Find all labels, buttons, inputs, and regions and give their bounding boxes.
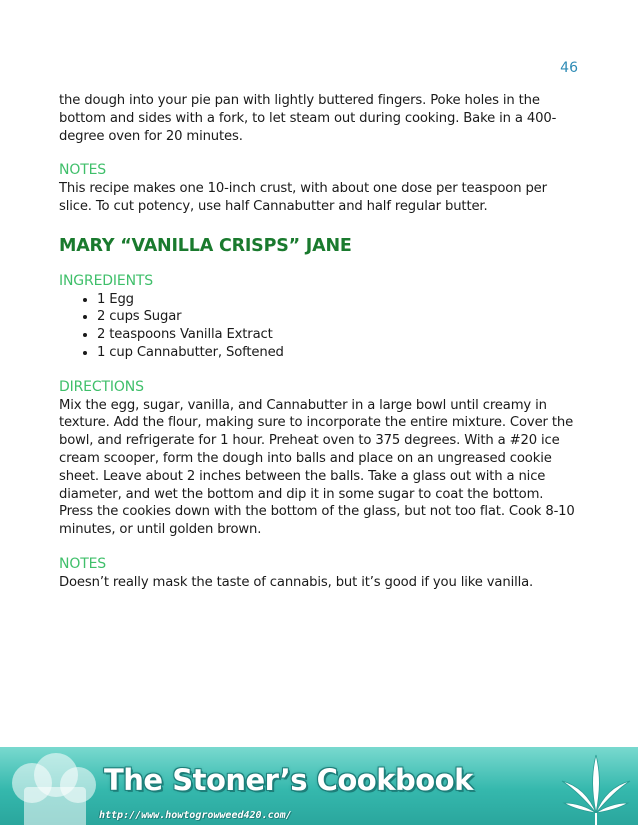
ingredients-heading: INGREDIENTS [59,272,154,289]
recipe-notes-heading: NOTES [59,555,107,572]
directions-heading: DIRECTIONS [59,378,144,395]
notes-paragraph: This recipe makes one 10-inch crust, with about one dose per teaspoon per slice. To cut potency, use half Cannabutter and half regular butter. [59,181,547,214]
directions-paragraph: Mix the egg, sugar, vanilla, and Cannabutter in a large bowl until creamy in texture. Add the flour, making sure to incorporate the entire mixture. Cover the bowl, and refrigerate for 1 hour. Preheat oven to 375 degrees. With a #20 ice cream scooper, form the dough into balls and place on an ungreased cookie sheet. Leave about 2 inches between the balls. Take a glass out with a nice diameter, and wet the bottom and dip it in some sugar to coat the bottom. Press the cookies down with the bottom of the glass, but not too flat. Cook 8-10 minutes, or until golden brown. [59,397,575,538]
ingredient-item: • 1 Egg [97,291,581,309]
ingredients-list [59,291,581,362]
chef-hat-icon [4,753,100,825]
notes-heading: NOTES [59,162,107,179]
recipe-notes-paragraph: Doesn’t really mask the taste of cannabis, but it’s good if you like vanilla. [59,574,534,590]
ingredient-item: • 2 cups Sugar [97,308,581,326]
ingredient-item: • 2 teaspoons Vanilla Extract [97,326,581,344]
cannabis-leaf-icon [558,753,634,825]
footer-title: The Stoner’s Cookbook [104,763,473,797]
recipe-title: MARY “VANILLA CRISPS” JANE [59,235,352,256]
ingredient-item: • 1 cup Cannabutter, Softened [97,344,581,362]
intro-paragraph: the dough into your pie pan with lightly buttered fingers. Poke holes in the bottom and sides with a fork, to let steam out during cooking. Bake in a 400-degree oven for 20 minutes. [59,93,557,144]
footer-banner [0,747,638,825]
footer-url: http://www.howtogrowweed420.com/ [99,810,292,821]
page-number: 46 [560,60,578,76]
page-content [59,92,581,592]
